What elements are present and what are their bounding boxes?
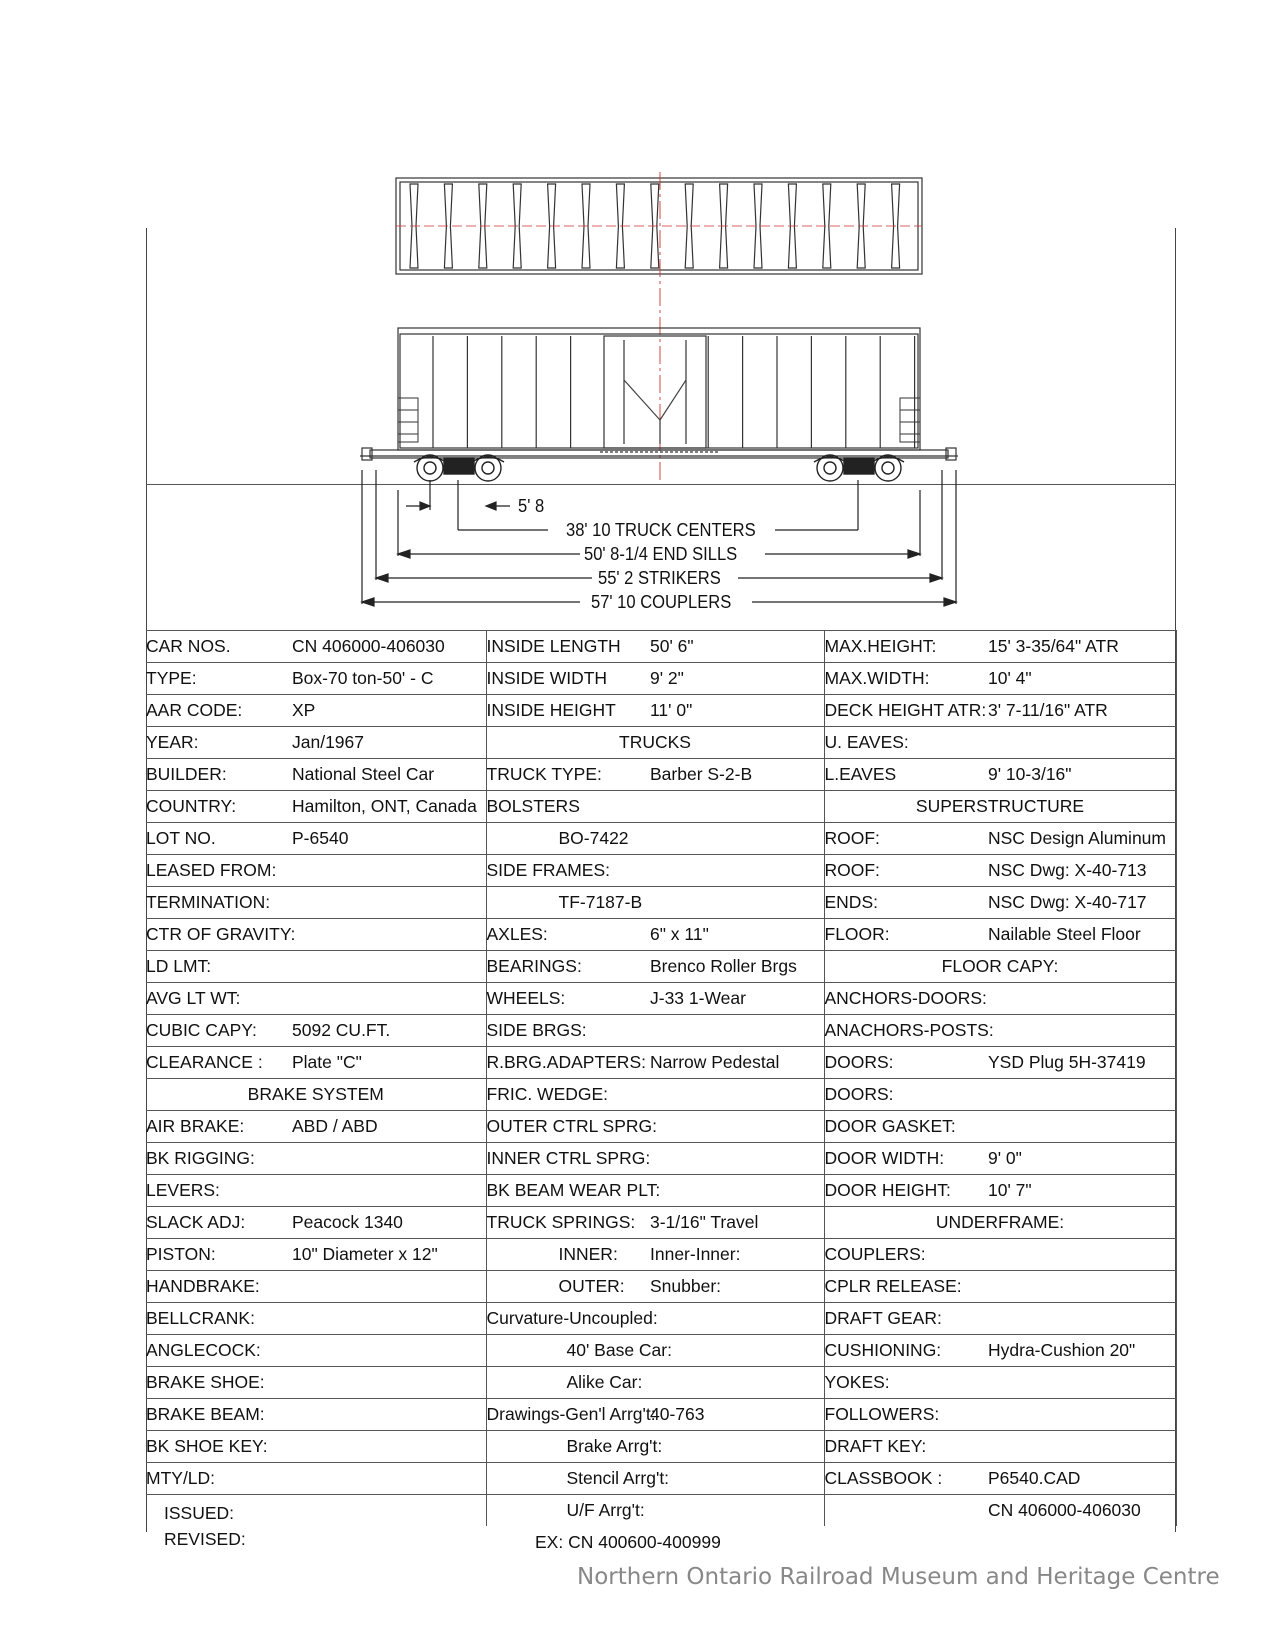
spec-row [146, 919, 1176, 951]
spec-value: NSC Dwg: X-40-717 [988, 887, 1176, 919]
spec-value [292, 855, 486, 887]
spec-value: 3' 7-11/16" ATR [988, 695, 1176, 727]
spec-label: AVG LT WT: [146, 983, 292, 1015]
spec-label: MTY/LD: [146, 1463, 292, 1495]
spec-label: TRUCK SPRINGS: [486, 1207, 650, 1239]
spec-value [650, 791, 824, 823]
spec-value: Box-70 ton-50' - C [292, 663, 486, 695]
end-sills-label: 50' 8-1/4 END SILLS [584, 544, 738, 564]
spec-row [146, 1271, 1176, 1303]
spec-label: CAR NOS. [146, 631, 292, 663]
spec-value: Jan/1967 [292, 727, 486, 759]
spec-label: PISTON: [146, 1239, 292, 1271]
spec-label: BOLSTERS [486, 791, 650, 823]
spec-value [292, 919, 486, 951]
spec-value [988, 1431, 1176, 1463]
spec-row [146, 1399, 1176, 1431]
spec-value: NSC Dwg: X-40-713 [988, 855, 1176, 887]
spec-label: DOOR HEIGHT: [824, 1175, 988, 1207]
spec-label: DOORS: [824, 1047, 988, 1079]
spec-value [988, 983, 1176, 1015]
spec-label: MAX.WIDTH: [824, 663, 988, 695]
spec-value [988, 1303, 1176, 1335]
spec-value [988, 1271, 1176, 1303]
spec-value [650, 823, 824, 855]
spec-label: TYPE: [146, 663, 292, 695]
spec-value [988, 1111, 1176, 1143]
revised-label: REVISED: [164, 1529, 246, 1549]
spec-label: SIDE FRAMES: [486, 855, 650, 887]
spec-value [650, 1335, 824, 1367]
spec-value [292, 1143, 486, 1175]
spec-label: Brake Arrg't: [486, 1431, 650, 1463]
spec-label: OUTER: [486, 1271, 650, 1303]
spec-label: BUILDER: [146, 759, 292, 791]
spec-label: BEARINGS: [486, 951, 650, 983]
spec-row [146, 1303, 1176, 1335]
spec-value [292, 951, 486, 983]
spec-value [650, 1079, 824, 1111]
spec-value [292, 1271, 486, 1303]
spec-value [988, 1015, 1176, 1047]
spec-row [146, 1239, 1176, 1271]
spec-row [146, 791, 1176, 823]
spec-value [650, 1015, 824, 1047]
spec-label: INNER: [486, 1239, 650, 1271]
spec-label: SIDE BRGS: [486, 1015, 650, 1047]
spec-label: ENDS: [824, 887, 988, 919]
spec-value: Plate "C" [292, 1047, 486, 1079]
roof-plan-view [396, 178, 922, 274]
spec-label: BRAKE BEAM: [146, 1399, 292, 1431]
spec-value: 10' 7" [988, 1175, 1176, 1207]
spec-value [292, 1463, 486, 1495]
spec-value [650, 855, 824, 887]
spec-value [650, 887, 824, 919]
spec-label: BELLCRANK: [146, 1303, 292, 1335]
spec-value: J-33 1-Wear [650, 983, 824, 1015]
ex-number: EX: CN 400600-400999 [535, 1532, 721, 1552]
spec-value: YSD Plug 5H-37419 [988, 1047, 1176, 1079]
spec-label: BO-7422 [486, 823, 650, 855]
spec-label: CLASSBOOK : [824, 1463, 988, 1495]
spec-row [146, 695, 1176, 727]
spec-value: Hydra-Cushion 20" [988, 1335, 1176, 1367]
spec-label: BK RIGGING: [146, 1143, 292, 1175]
spec-row [146, 1015, 1176, 1047]
spec-label: U/F Arrg't: [486, 1495, 650, 1527]
spec-value [292, 1175, 486, 1207]
couplers-label: 57' 10 COUPLERS [591, 592, 732, 612]
spec-value: Hamilton, ONT, Canada [292, 791, 486, 823]
spec-value: 11' 0" [650, 695, 824, 727]
spec-value: Inner-Inner: [650, 1239, 824, 1271]
spec-label: DOOR GASKET: [824, 1111, 988, 1143]
spec-label: BK BEAM WEAR PLT: [486, 1175, 650, 1207]
spec-label: DECK HEIGHT ATR: [824, 695, 988, 727]
spec-label: INSIDE LENGTH [486, 631, 650, 663]
spec-label: FLOOR CAPY: [824, 951, 1176, 983]
spec-label: FLOOR: [824, 919, 988, 951]
spec-label: TERMINATION: [146, 887, 292, 919]
spec-row [146, 823, 1176, 855]
museum-credit: Northern Ontario Railroad Museum and Heritage Centre [577, 1564, 1220, 1590]
spec-label: MAX.HEIGHT: [824, 631, 988, 663]
spec-row [146, 759, 1176, 791]
spec-value [988, 1399, 1176, 1431]
spec-row [146, 1175, 1176, 1207]
issued-label: ISSUED: [164, 1503, 235, 1523]
spec-row [146, 727, 1176, 759]
spec-value: P-6540 [292, 823, 486, 855]
spec-row [146, 855, 1176, 887]
spec-label [824, 1495, 988, 1527]
spec-label: LOT NO. [146, 823, 292, 855]
spec-value: 50' 6" [650, 631, 824, 663]
spec-value: 15' 3-35/64" ATR [988, 631, 1176, 663]
spec-value [650, 1143, 824, 1175]
spec-label: TRUCK TYPE: [486, 759, 650, 791]
spec-value: 5092 CU.FT. [292, 1015, 486, 1047]
spec-row [146, 951, 1176, 983]
spec-row [146, 1367, 1176, 1399]
spec-value: Narrow Pedestal [650, 1047, 824, 1079]
spec-label: ROOF: [824, 823, 988, 855]
spec-label: Curvature-Uncoupled: [486, 1303, 650, 1335]
spec-value: Peacock 1340 [292, 1207, 486, 1239]
spec-value: CN 406000-406030 [988, 1495, 1176, 1527]
spec-value: NSC Design Aluminum [988, 823, 1176, 855]
spec-value [292, 1335, 486, 1367]
spec-label: SUPERSTRUCTURE [824, 791, 1176, 823]
spec-value: Snubber: [650, 1271, 824, 1303]
spec-label: AAR CODE: [146, 695, 292, 727]
truck-centers-label: 38' 10 TRUCK CENTERS [566, 520, 756, 540]
spec-label: CTR OF GRAVITY: [146, 919, 292, 951]
spec-row [146, 631, 1176, 663]
spec-value: Barber S-2-B [650, 759, 824, 791]
spec-row [146, 1463, 1176, 1495]
truck-right [814, 455, 904, 481]
spec-label: AIR BRAKE: [146, 1111, 292, 1143]
spec-value [650, 1495, 824, 1527]
spec-label: CUSHIONING: [824, 1335, 988, 1367]
side-elevation-view [360, 328, 958, 460]
spec-label: DRAFT GEAR: [824, 1303, 988, 1335]
spec-value: P6540.CAD [988, 1463, 1176, 1495]
spec-value [650, 1303, 824, 1335]
spec-label: TRUCKS [486, 727, 824, 759]
spec-table [146, 630, 1177, 1526]
spec-value [988, 1239, 1176, 1271]
spec-value [292, 983, 486, 1015]
spec-value: 10' 4" [988, 663, 1176, 695]
spec-value: 40-763 [650, 1399, 824, 1431]
spec-label: BRAKE SYSTEM [146, 1079, 486, 1111]
spec-value [650, 1367, 824, 1399]
spec-value [292, 1431, 486, 1463]
spec-label: FOLLOWERS: [824, 1399, 988, 1431]
strikers-label: 55' 2 STRIKERS [598, 568, 721, 588]
spec-row [146, 887, 1176, 919]
spec-label: COUPLERS: [824, 1239, 988, 1271]
spec-label: Stencil Arrg't: [486, 1463, 650, 1495]
spec-label: LEVERS: [146, 1175, 292, 1207]
spec-label: SLACK ADJ: [146, 1207, 292, 1239]
spec-value [650, 1431, 824, 1463]
spec-label: UNDERFRAME: [824, 1207, 1176, 1239]
spec-label: YEAR: [146, 727, 292, 759]
spec-value: CN 406000-406030 [292, 631, 486, 663]
spec-label: INSIDE HEIGHT [486, 695, 650, 727]
spec-value: National Steel Car [292, 759, 486, 791]
spec-label: YOKES: [824, 1367, 988, 1399]
spec-value: 9' 0" [988, 1143, 1176, 1175]
spec-value [650, 1111, 824, 1143]
spec-label: CUBIC CAPY: [146, 1015, 292, 1047]
spec-label: ANACHORS-POSTS: [824, 1015, 988, 1047]
spec-label: DRAFT KEY: [824, 1431, 988, 1463]
spec-row [146, 1207, 1176, 1239]
spec-label: LEASED FROM: [146, 855, 292, 887]
spec-value [292, 887, 486, 919]
spec-label: DOOR WIDTH: [824, 1143, 988, 1175]
spec-label: ANGLECOCK: [146, 1335, 292, 1367]
spec-value: 6" x 11" [650, 919, 824, 951]
spec-label: COUNTRY: [146, 791, 292, 823]
spec-value [988, 1079, 1176, 1111]
spec-label: OUTER CTRL SPRG: [486, 1111, 650, 1143]
spec-label: ROOF: [824, 855, 988, 887]
spec-value [988, 1367, 1176, 1399]
spec-label: FRIC. WEDGE: [486, 1079, 650, 1111]
spec-value: XP [292, 695, 486, 727]
spec-label: INNER CTRL SPRG: [486, 1143, 650, 1175]
spec-label: BK SHOE KEY: [146, 1431, 292, 1463]
spec-label: DOORS: [824, 1079, 988, 1111]
spec-label: AXLES: [486, 919, 650, 951]
spec-label: CLEARANCE : [146, 1047, 292, 1079]
truck-left [414, 455, 504, 481]
spec-label: R.BRG.ADAPTERS: [486, 1047, 650, 1079]
spec-row [146, 1335, 1176, 1367]
spec-label: Alike Car: [486, 1367, 650, 1399]
spec-label: LD LMT: [146, 951, 292, 983]
spec-label: L.EAVES [824, 759, 988, 791]
spec-value: 10" Diameter x 12" [292, 1239, 486, 1271]
spec-label: CPLR RELEASE: [824, 1271, 988, 1303]
spec-row [146, 1431, 1176, 1463]
spec-row [146, 1047, 1176, 1079]
spec-value: Nailable Steel Floor [988, 919, 1176, 951]
spec-value: 9' 10-3/16" [988, 759, 1176, 791]
spec-value [292, 1303, 486, 1335]
spec-value: 9' 2" [650, 663, 824, 695]
spec-value: 3-1/16" Travel [650, 1207, 824, 1239]
wheel-spacing-label: 5' 8 [518, 496, 545, 516]
spec-value [292, 1495, 486, 1527]
spec-label: ANCHORS-DOORS: [824, 983, 988, 1015]
spec-value [292, 1367, 486, 1399]
spec-label: INSIDE WIDTH [486, 663, 650, 695]
spec-row [146, 1495, 1176, 1527]
spec-row [146, 1143, 1176, 1175]
spec-label: Drawings-Gen'l Arrg't: [486, 1399, 650, 1431]
spec-value [650, 1175, 824, 1207]
spec-label: TF-7187-B [486, 887, 650, 919]
spec-value: Brenco Roller Brgs [650, 951, 824, 983]
spec-label: 40' Base Car: [486, 1335, 650, 1367]
issued-block [164, 1500, 246, 1552]
spec-label: BRAKE SHOE: [146, 1367, 292, 1399]
spec-value [650, 1463, 824, 1495]
spec-row [146, 1079, 1176, 1111]
spec-row [146, 983, 1176, 1015]
spec-value [988, 727, 1176, 759]
spec-label: HANDBRAKE: [146, 1271, 292, 1303]
spec-label: WHEELS: [486, 983, 650, 1015]
spec-row [146, 1111, 1176, 1143]
spec-value [292, 1399, 486, 1431]
spec-row [146, 663, 1176, 695]
spec-label: U. EAVES: [824, 727, 988, 759]
spec-value: ABD / ABD [292, 1111, 486, 1143]
